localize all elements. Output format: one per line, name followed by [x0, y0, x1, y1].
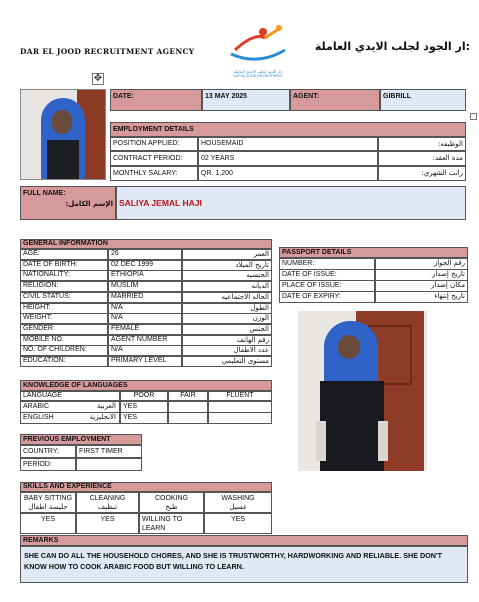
- previous-country-value: FIRST TIMER: [76, 445, 142, 458]
- dress-shape: [47, 140, 79, 180]
- skill-header-ar: جليسة اطفال: [28, 503, 68, 511]
- table-corner-marker: [470, 113, 477, 120]
- general-row-ar: تاريخ الميلاد: [182, 260, 272, 271]
- general-row-label: HEIGHT:: [20, 303, 108, 314]
- skill-header: [76, 492, 139, 513]
- lang-row-fair: [168, 401, 208, 413]
- employment-ar-salary: راتب الشهري:: [378, 166, 466, 181]
- agent-label: AGENT:: [290, 89, 380, 111]
- fullname-label-box: [20, 186, 116, 220]
- general-row-label: EDUCATION:: [20, 356, 108, 367]
- general-row-ar: الطول: [182, 303, 272, 314]
- skill-header-en: CLEANING: [89, 495, 126, 502]
- passport-title: PASSPORT DETAILS: [279, 247, 468, 258]
- previous-period-label: PERIOD:: [20, 458, 76, 471]
- general-row-ar: الوزن: [182, 313, 272, 324]
- sleeve-pattern: [378, 421, 388, 461]
- agency-name-ar: :ار الجود لجلب الايدي العاملة: [314, 40, 470, 53]
- lang-row-poor: YES: [120, 412, 168, 424]
- previous-country-label: COUNTRY:: [20, 445, 76, 458]
- general-row-value: 26: [108, 249, 182, 260]
- remarks-title: REMARKS: [20, 535, 468, 546]
- general-row-value: 02 DEC 1999: [108, 260, 182, 271]
- employment-ar-position: الوظيفه:: [378, 137, 466, 151]
- agency-logo: [225, 24, 291, 78]
- employment-value-salary: QR. 1,200: [198, 166, 378, 181]
- skill-header-ar: غسيل: [229, 503, 247, 511]
- previous-period-value: [76, 458, 142, 471]
- skill-header-ar: طبخ: [165, 503, 178, 511]
- general-row-ar: العمر: [182, 249, 272, 260]
- lang-row-language: [20, 412, 120, 424]
- logo-caption-en: DAR AL JOOD RECRUITMENT: [233, 74, 283, 78]
- skill-value: YES: [20, 513, 76, 534]
- lang-row-ar: الانجليزية: [89, 413, 116, 421]
- lang-row-fair: [168, 412, 208, 424]
- move-icon[interactable]: ✥: [93, 73, 103, 84]
- applicant-photo-portrait: [20, 89, 106, 180]
- skill-value: WILLING TO LEARN: [139, 513, 204, 534]
- sleeve-pattern: [316, 421, 326, 461]
- employment-value-position: HOUSEMAID: [198, 137, 378, 151]
- passport-row-ar: مكان إصدار: [375, 280, 468, 292]
- face-shape: [52, 110, 72, 134]
- applicant-photo-full: [298, 311, 427, 471]
- passport-row-label: DATE OF ISSUE:: [279, 269, 375, 281]
- lang-header-poor: POOR: [120, 391, 168, 401]
- skill-value: YES: [76, 513, 139, 534]
- face-shape: [338, 335, 360, 359]
- general-row-value: FEMALE: [108, 324, 182, 335]
- date-value: 13 MAY 2025: [202, 89, 290, 111]
- passport-row-ar: تاريخ إنتهاء: [375, 291, 468, 303]
- general-row-ar: عدد الاطفال: [182, 345, 272, 356]
- general-row-value: PRIMARY LEVEL: [108, 356, 182, 367]
- skill-header-ar: تنظيف: [97, 503, 118, 511]
- agency-name-en: DAR EL JOOD RECRUITMENT AGENCY: [20, 47, 195, 56]
- general-row-value: AGENT NUMBER: [108, 335, 182, 346]
- lang-row-language: [20, 401, 120, 413]
- general-title: GENERAL INFORMATION: [20, 239, 272, 249]
- previous-title: PREVIOUS EMPLOYMENT: [20, 434, 142, 445]
- agent-value: GIBRILL: [380, 89, 466, 111]
- general-row-ar: رقم الهاتف: [182, 335, 272, 346]
- lang-header-language: LANGUAGE: [20, 391, 120, 401]
- employment-label-contract: CONTRACT PERIOD:: [110, 151, 198, 166]
- languages-title: KNOWLEDGE OF LANGUAGES: [20, 380, 272, 391]
- lang-row-fluent: [208, 412, 272, 424]
- passport-row-label: NUMBER:: [279, 258, 375, 270]
- general-row-ar: الجنسيه: [182, 270, 272, 281]
- lang-row-poor: YES: [120, 401, 168, 413]
- general-row-ar: الجنس: [182, 324, 272, 335]
- skill-value: YES: [204, 513, 272, 534]
- general-row-value: N/A: [108, 303, 182, 314]
- employment-label-salary: MONTHLY SALARY:: [110, 166, 198, 181]
- passport-row-label: PLACE OF ISSUE:: [279, 280, 375, 292]
- general-row-ar: الديانه: [182, 281, 272, 292]
- general-row-value: MARRIED: [108, 292, 182, 303]
- lang-row-ar: العربية: [96, 402, 116, 410]
- remarks-text: SHE CAN DO ALL THE HOUSEHOLD CHORES, AND SHE IS TRUSTWORTHY, HARDWORKING AND RELIABLE. SHE DON'T KNOW HOW TO COOK ARABIC FOOD BUT WILLING TO LEARN.: [20, 546, 468, 583]
- skills-title: SKILLS AND EXPERIENCE: [20, 482, 272, 492]
- skill-header-en: COOKING: [154, 495, 189, 502]
- date-label: DATE:: [110, 89, 202, 111]
- general-row-ar: الحاله الاجتماعيه: [182, 292, 272, 303]
- general-row-label: NO. OF CHILDREN:: [20, 345, 108, 356]
- skill-header: [20, 492, 76, 513]
- general-row-label: AGE:: [20, 249, 108, 260]
- general-row-label: MOBILE NO.: [20, 335, 108, 346]
- employment-label-position: POSITION APPLIED:: [110, 137, 198, 151]
- employment-value-contract: 02 YEARS: [198, 151, 378, 166]
- general-row-value: ETHIOPIA: [108, 270, 182, 281]
- fullname-value: SALIYA JEMAL HAJI: [116, 186, 466, 220]
- lang-header-fluent: FLUENT: [208, 391, 272, 401]
- general-row-value: MUSLIM: [108, 281, 182, 292]
- employment-title: EMPLOYMENT DETAILS: [110, 122, 466, 137]
- employment-ar-contract: مدة العقد:: [378, 151, 466, 166]
- skill-header-en: BABY SITTING: [23, 495, 73, 502]
- skill-header-en: WASHING: [221, 495, 255, 502]
- general-row-value: N/A: [108, 313, 182, 324]
- fullname-label: FULL NAME:: [23, 190, 66, 197]
- general-row-label: GENDER:: [20, 324, 108, 335]
- fullname-label-ar: الإسم الكامل:: [65, 200, 113, 208]
- passport-row-ar: تاريخ إصدار: [375, 269, 468, 281]
- lang-row-en: ENGLISH: [23, 414, 54, 421]
- general-row-value: N/A: [108, 345, 182, 356]
- general-row-label: DATE OF BIRTH:: [20, 260, 108, 271]
- logo-caption-ar: دار الجود لجلب الايدي العاملة: [233, 69, 283, 74]
- general-row-label: WEIGHT:: [20, 313, 108, 324]
- lang-row-fluent: [208, 401, 272, 413]
- lang-header-fair: FAIR: [168, 391, 208, 401]
- general-row-ar: مستوى التعليمي: [182, 356, 272, 367]
- passport-row-ar: رقم الجواز: [375, 258, 468, 270]
- dress-shape: [320, 381, 384, 471]
- skill-header: [204, 492, 272, 513]
- general-row-label: RELIGION:: [20, 281, 108, 292]
- lang-row-en: ARABIC: [23, 403, 50, 410]
- general-row-label: NATIONALITY:: [20, 270, 108, 281]
- agency-logo-figure-icon: [225, 24, 291, 64]
- general-row-label: CIVIL STATUS:: [20, 292, 108, 303]
- passport-row-label: DATE OF EXPIRY:: [279, 291, 375, 303]
- skill-header: [139, 492, 204, 513]
